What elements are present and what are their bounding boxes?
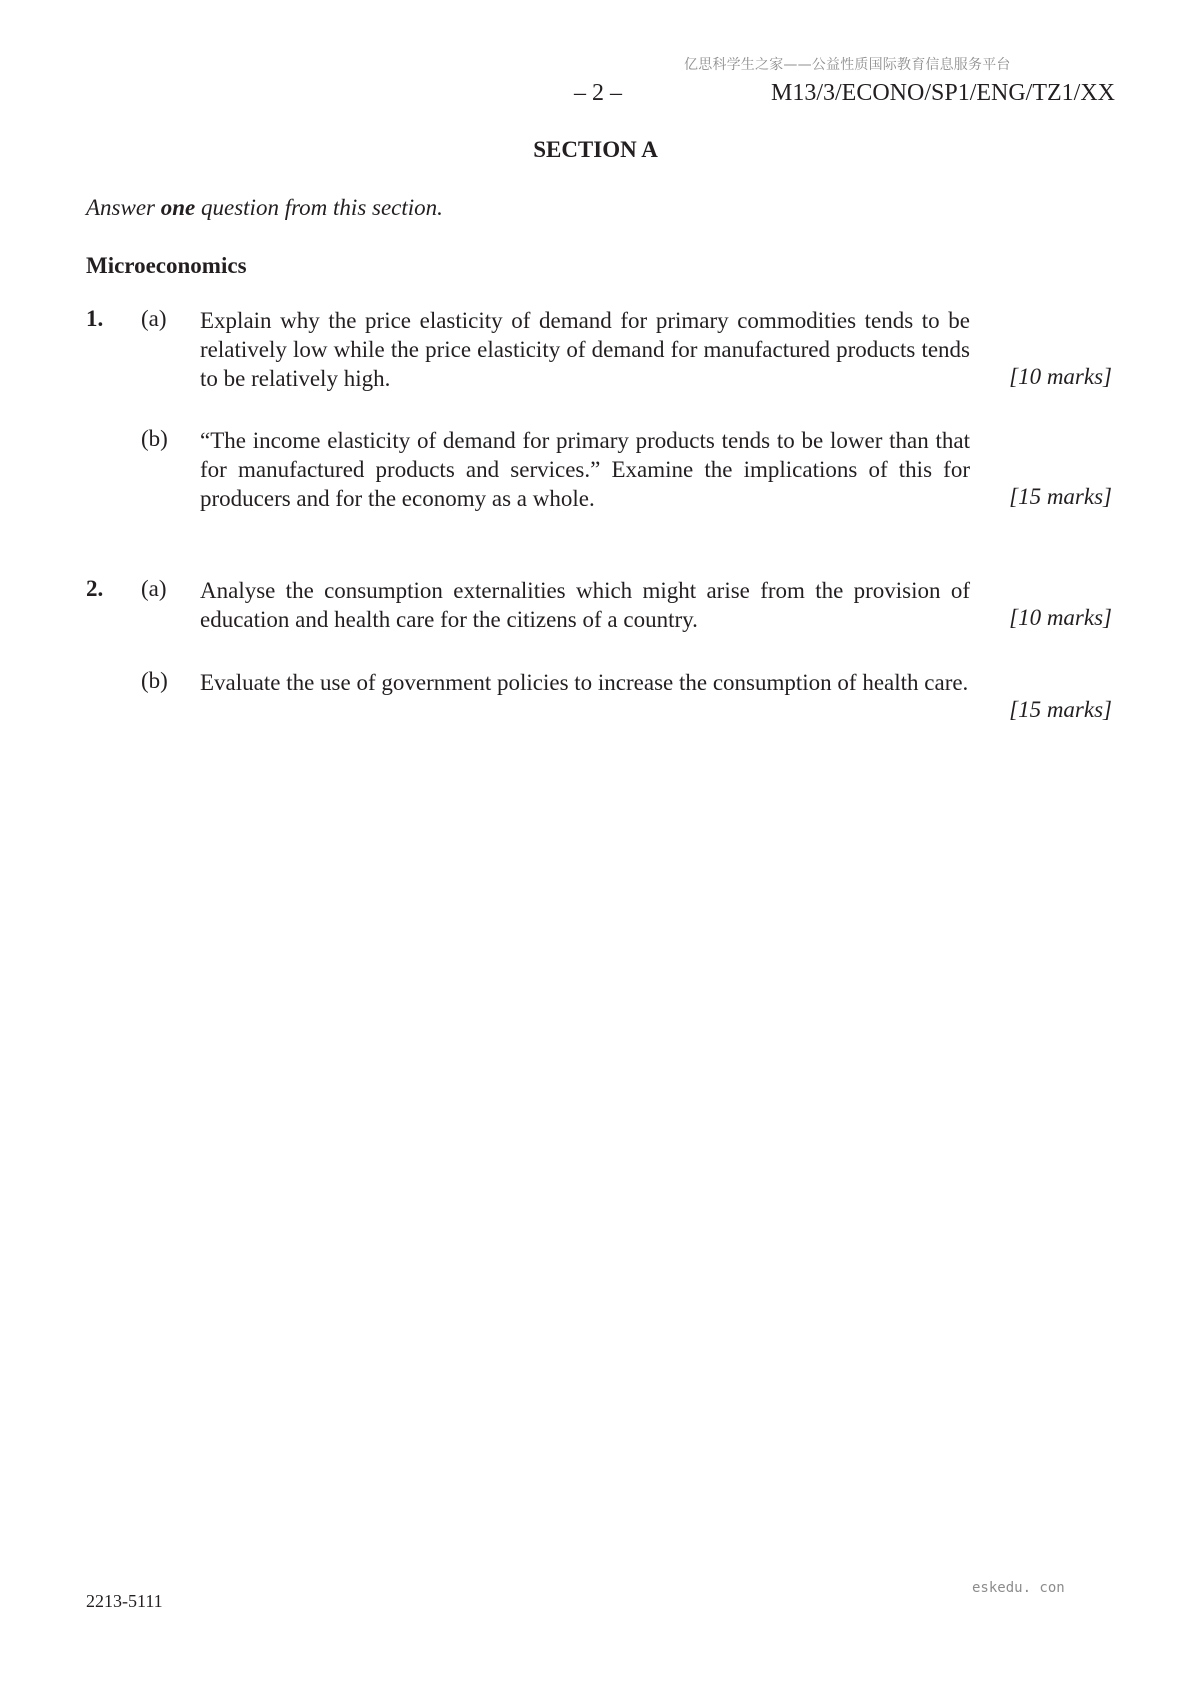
- page-number: – 2 –: [574, 80, 622, 106]
- question-number: 2.: [86, 576, 104, 601]
- part-label: (b): [141, 426, 168, 451]
- footer-code: 2213-5111: [86, 1591, 163, 1611]
- topic-heading: Microeconomics: [86, 253, 247, 278]
- marks-label: [10 marks]: [1009, 605, 1112, 630]
- paper-code: M13/3/ECONO/SP1/ENG/TZ1/XX: [770, 80, 1115, 106]
- marks-label: [15 marks]: [1009, 484, 1112, 509]
- part-text: “The income elasticity of demand for primary products tends to be lower than that for manufactured products and services.” Examine the implications of this for producers and for the economy as a whole.: [200, 428, 970, 511]
- part-label: (b): [141, 668, 168, 693]
- part-text: Explain why the price elasticity of demand for primary commodities tends to be relatively low while the price elasticity of demand for manufactured products tends to be relatively high.: [200, 308, 970, 391]
- footer-watermark: eskedu. con: [972, 1580, 1065, 1596]
- part-label: (a): [141, 306, 167, 331]
- part-label: (a): [141, 576, 167, 601]
- header-watermark: 亿思科学生之家——公益性质国际教育信息服务平台: [684, 57, 1011, 73]
- section-instruction: [86, 195, 443, 221]
- marks-label: [15 marks]: [1009, 697, 1112, 722]
- section-title: SECTION A: [533, 137, 658, 162]
- question-number: 1.: [86, 306, 104, 331]
- instruction-suffix: question from this section.: [195, 195, 443, 220]
- part-text: Evaluate the use of government policies to increase the consumption of health care.: [200, 670, 969, 695]
- instruction-prefix: Answer: [86, 195, 161, 220]
- marks-label: [10 marks]: [1009, 364, 1112, 389]
- instruction-emphasis: one: [160, 195, 196, 220]
- part-text: Analyse the consumption externalities which might arise from the provision of education and health care for the citizens of a country.: [200, 578, 970, 632]
